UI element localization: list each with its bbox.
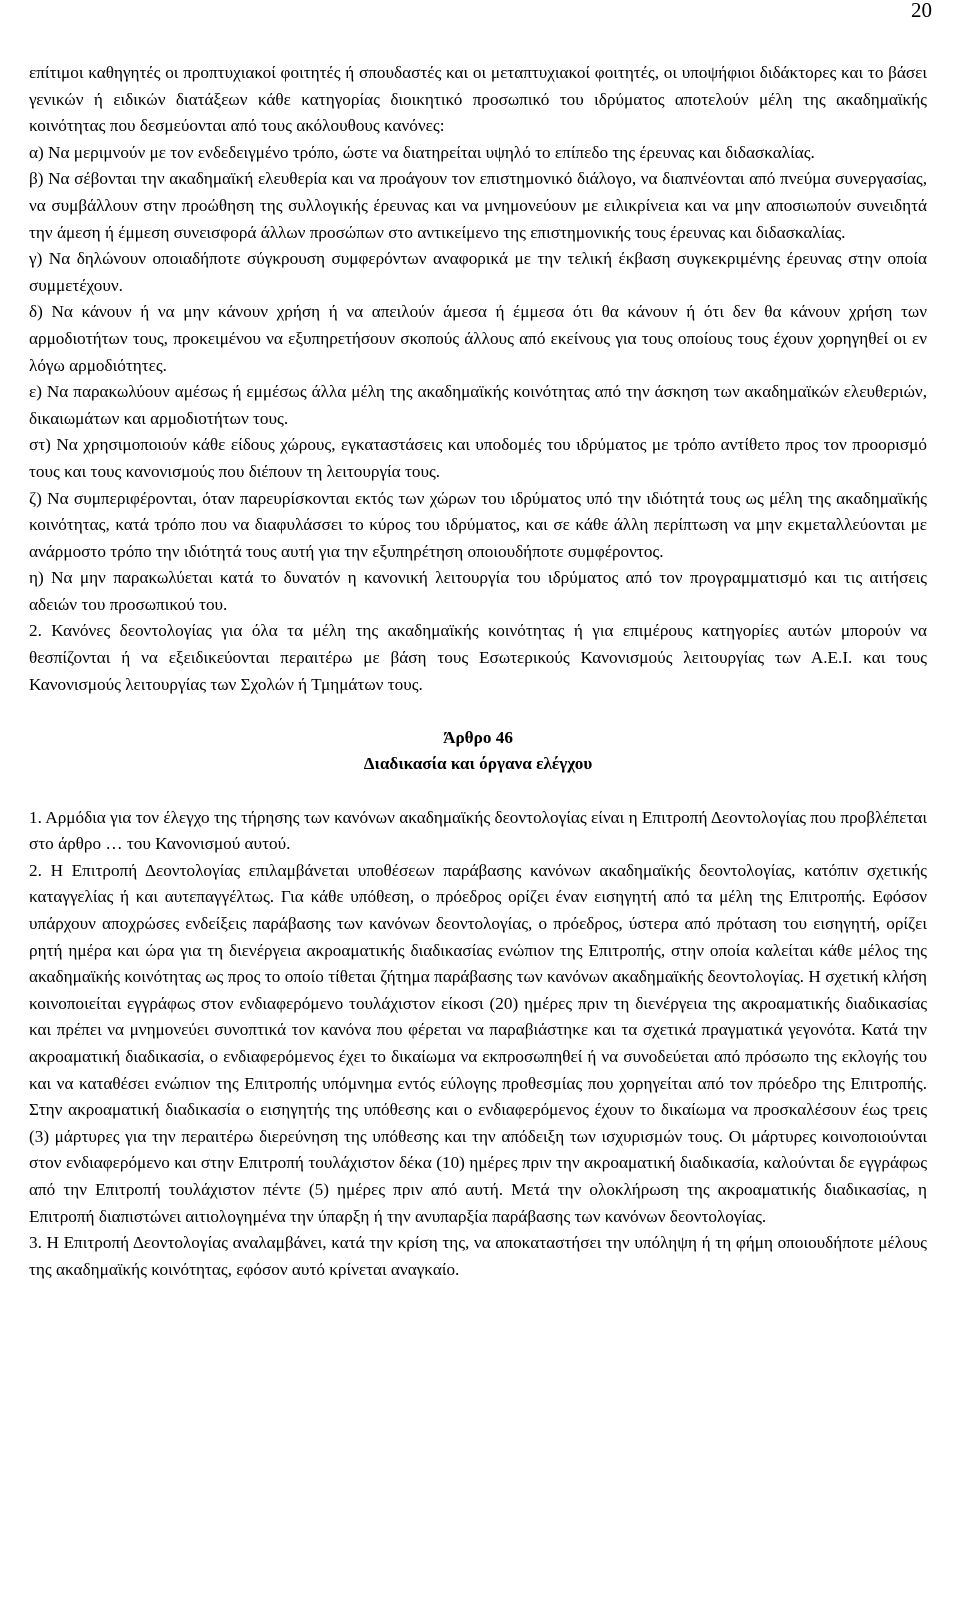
paragraph-rule-b: β) Να σέβονται την ακαδημαϊκή ελευθερία και να προάγουν τον επιστημονικό διάλογο, να διαπνέονται από πνεύμα συνεργασίας, να συμβάλλουν στην προώθηση της συλλογικής έρευνας και να μνημονεύουν με ειλικρίνεια και να μην αποσιωπούν συνειδητά την άμεση ή έμμεση συνεισφορά άλλων προσώπων στο αντικείμενο της επιστημονικής τους έρευνας και διδασκαλίας. <box>29 169 927 242</box>
paragraph-rule-d: δ) Να κάνουν ή να μην κάνουν χρήση ή να απειλούν άμεσα ή έμμεσα ότι θα κάνουν ή ότι δεν θα κάνουν χρήση των αρμοδιοτήτων τους, προκειμένου να εξυπηρετήσουν σκοπούς άλλους από εκείνους για τους οποίους τους έχουν χορηγηθεί οι εν λόγω αρμοδιότητες. <box>29 302 927 375</box>
paragraph-article-1: 1. Αρμόδια για τον έλεγχο της τήρησης των κανόνων ακαδημαϊκής δεοντολογίας είναι η Επιτροπή Δεοντολογίας που προβλέπεται στο άρθρο … του Κανονισμού αυτού. <box>29 807 927 854</box>
paragraph-rule-h: η) Να μην παρακωλύεται κατά το δυνατόν η κανονική λειτουργία του ιδρύματος από τον προγραμματισμό και τις αιτήσεις αδειών του προσωπικού του. <box>29 568 927 614</box>
paragraph-article-2: 2. Η Επιτροπή Δεοντολογίας επιλαμβάνεται υποθέσεων παράβασης κανόνων ακαδημαϊκής δεοντολογίας, κατόπιν σχετικής καταγγελίας ή και αυτεπαγγέλτως. Για κάθε υπόθεση, ο πρόεδρος ορίζει έναν εισηγητή από τα μέλη της Επιτροπής. Εφόσον υπάρχουν αποχρώσες ενδείξεις παράβασης των κανόνων δεοντολογίας, ο πρόεδρος, ύστερα από πρόταση του εισηγητή, ορίζει ρητή ημέρα και ώρα για τη διενέργεια ακροαματικής διαδικασίας ενώπιον της Επιτροπής, στην οποία καλείται κάθε μέλος της ακαδημαϊκής κοινότητας ως προς το οποίο τίθεται ζήτημα παράβασης των κανόνων ακαδημαϊκής δεοντολογίας. Η σχετική κλήση κοινοποιείται εγγράφως στον ενδιαφερόμενο τουλάχιστον είκοσι (20) ημέρες πριν τη διενέργεια της ακροαματικής διαδικασίας και πρέπει να μνημονεύει συνοπτικά τον κανόνα που φέρεται να παραβιάστηκε και τα σχετικά πραγματικά γεγονότα. Κατά την ακροαματική διαδικασία, ο ενδιαφερόμενος έχει το δικαίωμα να εκπροσωπηθεί ή να συνοδεύεται από πρόσωπο της εκλογής του και να καταθέσει ενώπιον της Επιτροπής υπόμνημα εντός εύλογης προθεσμίας που χορηγείται από τον πρόεδρο της Επιτροπής. Στην ακροαματική διαδικασία ο εισηγητής της υπόθεσης και ο ενδιαφερόμενος έχουν το δικαίωμα να προσκαλέσουν έως τρεις (3) μάρτυρες για την περαιτέρω διερεύνηση της υπόθεσης και την απόδειξη των ισχυρισμών τους. Οι μάρτυρες κοινοποιούνται στον ενδιαφερόμενο και στην Επιτροπή τουλάχιστον δέκα (10) ημέρες πριν την ακροαματική διαδικασία, καλούνται δε εγγράφως από την Επιτροπή τουλάχιστον πέντε (5) ημέρες πριν από αυτή. Μετά την ολοκλήρωση της ακροαματικής διαδικασίας, η Επιτροπή διαπιστώνει αιτιολογημένα την ύπαρξη ή την ανυπαρξία παράβασης των κανόνων δεοντολογίας. <box>29 860 927 1226</box>
paragraph-rule-c: γ) Να δηλώνουν οποιαδήποτε σύγκρουση συμφερόντων αναφορικά με την τελική έκβαση συγκεκριμένης έρευνας στην οποία συμμετέχουν. <box>29 249 927 295</box>
paragraph-section-2: 2. Κανόνες δεοντολογίας για όλα τα μέλη της ακαδημαϊκής κοινότητας ή για επιμέρους κατηγορίες αυτών μπορούν να θεσπίζονται ή να εξειδικεύονται περαιτέρω με βάση τους Εσωτερικούς Κανονισμούς λειτουργίας των Α.Ε.Ι. και τους Κανονισμούς λειτουργίας των Σχολών ή Τμημάτων τους. <box>29 621 927 694</box>
paragraph-article-3: 3. Η Επιτροπή Δεοντολογίας αναλαμβάνει, κατά την κρίση της, να αποκαταστήσει την υπόληψη ή τη φήμη οποιουδήποτε μέλους της ακαδημαϊκής κοινότητας, εφόσον αυτό κρίνεται αναγκαίο. <box>29 1233 927 1279</box>
document-body <box>29 60 927 1283</box>
spacer <box>29 778 927 805</box>
paragraph-rule-z: ζ) Να συμπεριφέρονται, όταν παρευρίσκονται εκτός των χώρων του ιδρύματος υπό την ιδιότητά τους ως μέλη της ακαδημαϊκής κοινότητας, κατά τρόπο που να διαφυλάσσει το κύρος του ιδρύματος, και σε κάθε άλλη περίπτωση να μην εκμεταλλεύονται με ανάρμοστο τρόπο την ιδιότητά τους αυτή για την εξυπηρέτηση οποιουδήποτε συμφέροντος. <box>29 488 927 561</box>
article-number: Άρθρο 46 <box>443 727 513 747</box>
paragraph-rule-a: α) Να μεριμνούν με τον ενδεδειγμένο τρόπο, ώστε να διατηρείται υψηλό το επίπεδο της έρευνας και διδασκαλίας. <box>29 142 815 162</box>
article-title: Διαδικασία και όργανα ελέγχου <box>363 754 593 774</box>
paragraph-rule-e: ε) Να παρακωλύουν αμέσως ή εμμέσως άλλα μέλη της ακαδημαϊκής κοινότητας από την άσκηση των ακαδημαϊκών ελευθεριών, δικαιωμάτων και αρμοδιοτήτων τους. <box>29 382 927 428</box>
page-number: 20 <box>911 0 932 22</box>
paragraph-intro: επίτιμοι καθηγητές οι προπτυχιακοί φοιτητές ή σπουδαστές και οι μεταπτυχιακοί φοιτητές, οι υποψήφιοι διδάκτορες και το βάσει γενικών ή ειδικών διατάξεων κάθε κατηγορίας διοικητικό προσωπικό του ιδρύματος αποτελούν μέλη της ακαδημαϊκής κοινότητας που δεσμεύονται από τους ακόλουθους κανόνες: <box>29 63 927 136</box>
paragraph-rule-st: στ) Να χρησιμοποιούν κάθε είδους χώρους, εγκαταστάσεις και υποδομές του ιδρύματος με τρόπο αντίθετο προς τον προορισμό τους και τους κανονισμούς που διέπουν τη λειτουργία τους. <box>29 435 927 481</box>
spacer <box>29 698 927 725</box>
